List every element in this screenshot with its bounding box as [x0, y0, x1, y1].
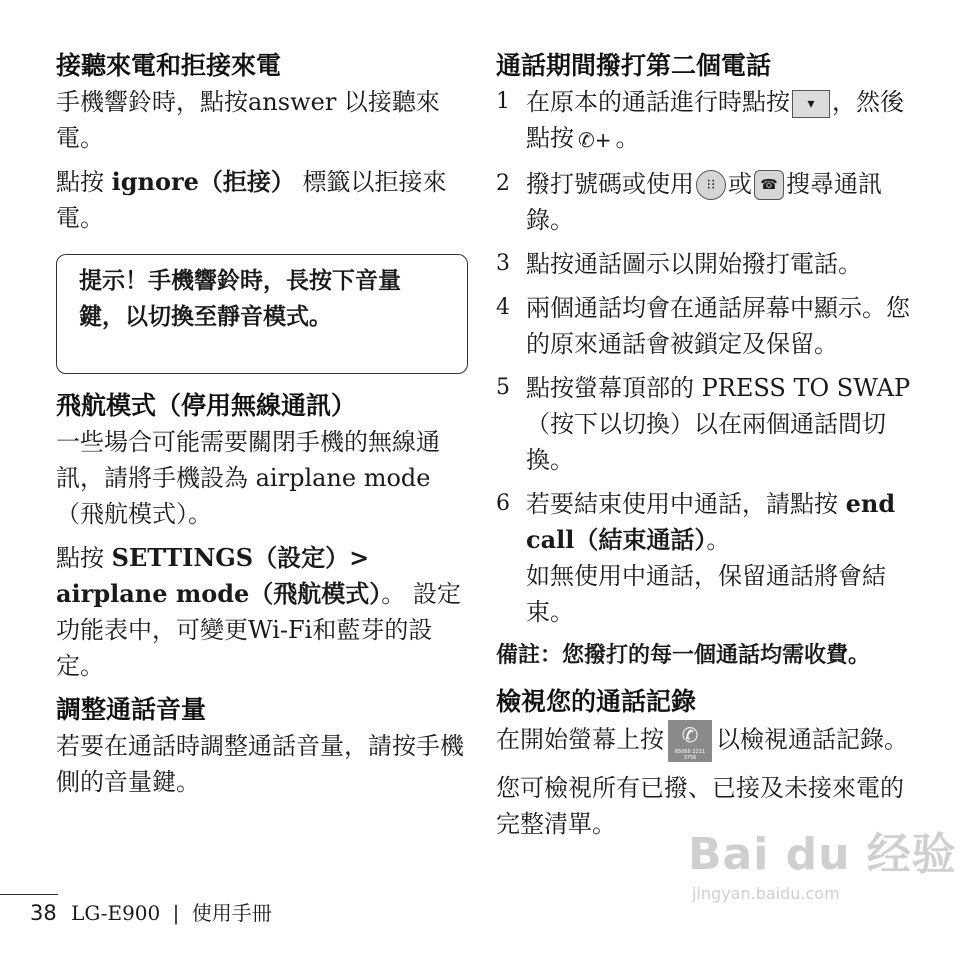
ignore-label: ignore（拒接） [111, 167, 295, 196]
step-text [526, 166, 916, 238]
end-call-label: end call（結束通話） [526, 488, 896, 554]
add-call-icon: ✆+ [578, 127, 612, 152]
left-column [56, 48, 468, 800]
text-fragment: 在開始螢幕上按 [496, 725, 664, 753]
footer-separator: | [172, 901, 180, 925]
step-4 [496, 290, 916, 362]
step-text [526, 84, 916, 158]
text-fragment: 撥打號碼或使用 [526, 169, 694, 198]
contacts-icon: ☎ [754, 170, 784, 200]
call-log-icon [668, 720, 712, 762]
text-fragment: 。 設定功能表中，可變更Wi-Fi和藍芽的設定。 [56, 580, 461, 680]
text-fragment: 以檢視通話記錄。 [716, 725, 908, 753]
step-1 [496, 84, 916, 158]
step-number: 1 [496, 89, 510, 114]
step-3 [496, 246, 916, 282]
airplane-settings-paragraph [56, 540, 468, 684]
text-fragment: 。 [615, 124, 640, 152]
step-number: 6 [496, 490, 510, 516]
call-log-paragraph [496, 720, 916, 762]
step-6 [496, 486, 916, 630]
call-log-icon-number: 65060 2211 3756 [674, 748, 706, 761]
expand-arrow-icon: ▾ [792, 90, 830, 118]
tip-box [56, 254, 468, 374]
section-title-call-log: 檢視您的通話記錄 [496, 686, 697, 716]
step-2 [496, 166, 916, 238]
section-title-second-call: 通話期間撥打第二個電話 [496, 51, 772, 80]
step-number: 5 [496, 374, 510, 400]
footer-rule [0, 894, 58, 895]
text-fragment: ，然後點按 [526, 88, 904, 152]
text-fragment: 。 [706, 525, 731, 554]
model-name: LG-E900 [71, 901, 161, 925]
step-text: 點按螢幕頂部的 PRESS TO SWAP（按下以切換）以在兩個通話間切換。 [526, 373, 911, 474]
text-fragment: 搜尋通訊錄。 [526, 169, 882, 234]
section-title-answer-reject: 接聽來電和拒接來電 [56, 51, 282, 80]
text-fragment: 點按 [56, 168, 112, 196]
page-footer [30, 898, 272, 928]
answer-paragraph: 手機響鈴時，點按answer 以接聽來電。 [56, 88, 440, 152]
tip-text: 提示！手機響鈴時，長按下音量鍵，以切換至靜音模式。 [79, 268, 401, 330]
section-title-volume: 調整通話音量 [56, 695, 207, 724]
step-6-extra: 如無使用中通話，保留通話將會結束。 [526, 561, 886, 626]
volume-paragraph: 若要在通話時調整通話音量，請按手機側的音量鍵。 [56, 732, 464, 796]
step-number: 3 [496, 250, 510, 276]
step-5 [496, 370, 916, 478]
step-text [526, 486, 916, 630]
settings-path: SETTINGS（設定）> airplane mode（飛航模式） [56, 543, 382, 608]
text-fragment: 標籤以拒接來電。 [56, 168, 447, 232]
manual-label: 使用手冊 [191, 901, 272, 925]
text-fragment: 或 [728, 169, 752, 198]
charge-note: 備註：您撥打的每一個通話均需收費。 [496, 642, 871, 668]
right-column [496, 48, 916, 842]
second-call-steps [496, 84, 916, 630]
text-fragment: 在原本的通話進行時點按 [526, 88, 790, 116]
airplane-paragraph: 一些場合可能需要關閉手機的無線通訊，請將手機設為 airplane mode（飛航模式）。 [56, 428, 440, 528]
section-title-airplane: 飛航模式（停用無線通訊） [56, 391, 357, 420]
phone-icon: ✆ [681, 722, 699, 747]
page-number: 38 [30, 901, 57, 925]
reject-paragraph [56, 164, 468, 236]
call-log-list-paragraph: 您可檢視所有已撥、已接及未接來電的完整清單。 [496, 773, 904, 838]
step-number: 4 [496, 294, 510, 320]
step-number: 2 [496, 170, 510, 196]
baidu-watermark [688, 818, 957, 903]
step-text: 點按通話圖示以開始撥打電話。 [526, 249, 862, 278]
text-fragment: 點按 [56, 544, 112, 572]
dialpad-icon: ⁝⁝ [696, 170, 726, 200]
step-text: 兩個通話均會在通話屏幕中顯示。您的原來通話會被鎖定及保留。 [526, 293, 910, 358]
text-fragment: 若要結束使用中通話，請點按 [526, 489, 846, 518]
watermark-url: jingyan.baidu.com [692, 884, 840, 903]
watermark-logo: Bai du 经验 [688, 829, 957, 880]
